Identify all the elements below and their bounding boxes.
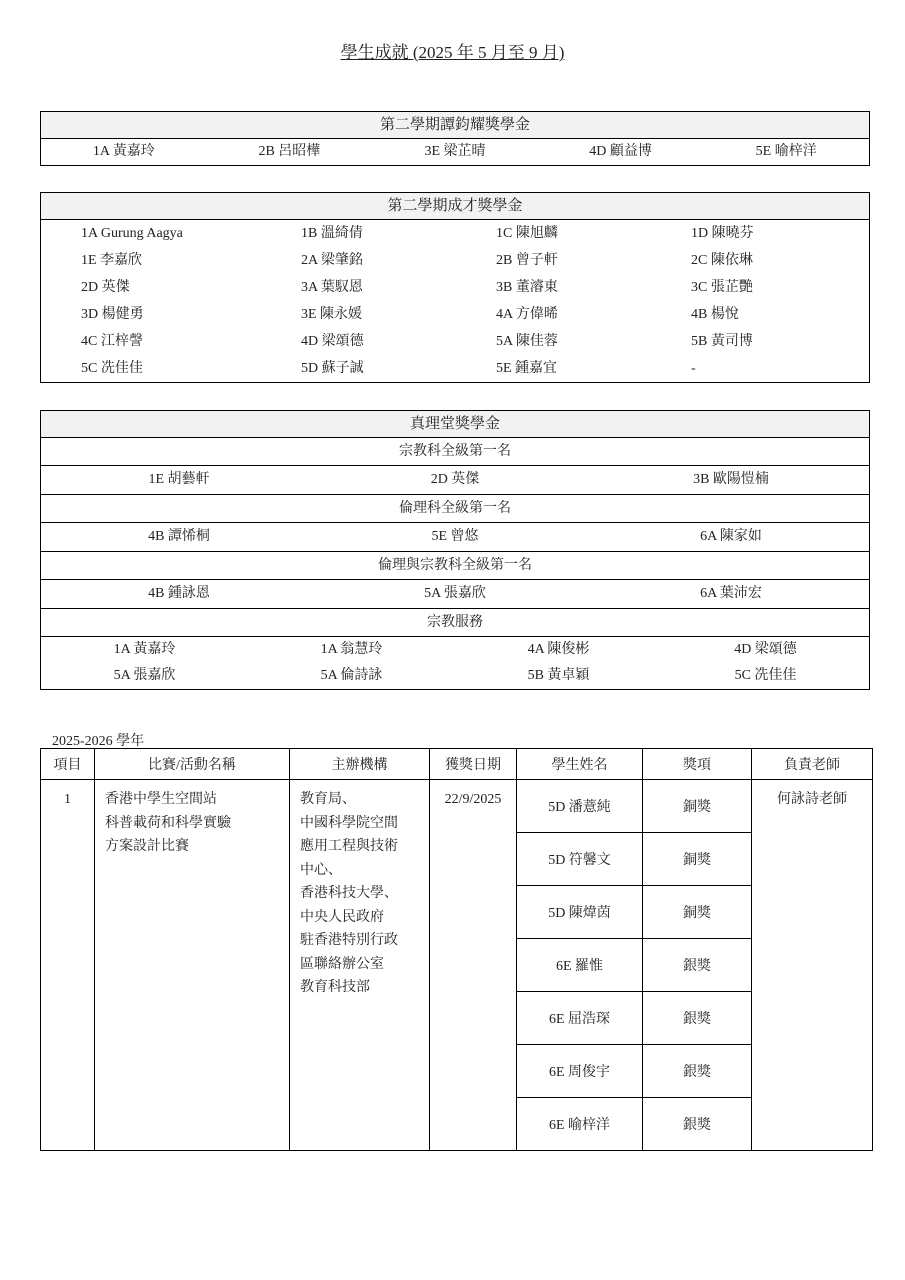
tam-scholarship-title: 第二學期譚鈞耀獎學金: [41, 112, 869, 139]
religion-top-label: 宗教科全級第一名: [41, 438, 869, 466]
student-name: -: [691, 361, 696, 376]
ethics-top-label: 倫理科全級第一名: [41, 495, 869, 523]
student-name: 5D 符馨文: [517, 833, 643, 886]
talent-scholarship-box: [40, 192, 870, 383]
organizer-line: 香港科技大學、: [300, 886, 398, 901]
award-date: 22/9/2025: [444, 792, 502, 807]
teacher-name: 何詠詩老師: [777, 792, 847, 807]
competition-table: [40, 748, 873, 1151]
student-name: 6E 羅惟: [517, 939, 643, 992]
student-name: 1C 陳旭麟: [496, 226, 558, 241]
truth-hall-title: 真理堂獎學金: [41, 411, 869, 438]
talent-scholarship-grid: [41, 220, 869, 382]
competition-name-line: 方案設計比賽: [105, 839, 189, 854]
student-name: 1B 溫綺倩: [301, 226, 363, 241]
student-name: 6E 屈浩琛: [517, 992, 643, 1045]
student-name: 4D 梁頌德: [734, 642, 797, 657]
header-award: 獎項: [643, 749, 752, 780]
student-name: 5D 潘薏純: [517, 780, 643, 833]
award: 銅獎: [643, 886, 752, 939]
teacher-cell: [752, 780, 873, 1151]
student-name: 2A 梁肇銘: [301, 253, 363, 268]
student-name: 2D 英傑: [430, 472, 480, 487]
student-name: 3A 葉馭恩: [301, 280, 363, 295]
ethics-religion-top-row: [41, 580, 869, 609]
student-name: 5B 黃司博: [691, 334, 753, 349]
table-header-row: [41, 749, 873, 780]
organizer-line: 教育局、: [300, 792, 356, 807]
header-competition-name: 比賽/活動名稱: [95, 749, 290, 780]
student-name: 2D 英傑: [81, 280, 130, 295]
student-name: 5D 陳煒茵: [517, 886, 643, 939]
student-name: 1A 黃嘉玲: [113, 642, 176, 657]
item-number-cell: [41, 780, 95, 1151]
organizer-line: 教育科技部: [300, 980, 370, 995]
student-name: 4A 陳俊彬: [527, 642, 590, 657]
student-name: 5C 冼佳佳: [734, 668, 797, 683]
student-name: 5A 張嘉欣: [113, 668, 176, 683]
table-row: [41, 780, 873, 833]
student-name: 1A 翁慧玲: [320, 642, 383, 657]
student-name: 6A 葉沛宏: [700, 586, 762, 601]
student-name: 1E 李嘉欣: [81, 253, 143, 268]
tam-scholarship-students: [41, 139, 869, 165]
organizer-line: 中央人民政府: [300, 909, 384, 925]
organizer-line: 區聯絡辦公室: [300, 956, 384, 972]
competition-name-line: 香港中學生空間站: [105, 792, 217, 807]
award: 銀獎: [643, 992, 752, 1045]
student-name: 3E 梁芷晴: [424, 144, 486, 159]
ethics-religion-top-label: 倫理與宗教科全級第一名: [41, 552, 869, 580]
award: 銀獎: [643, 1098, 752, 1151]
item-number: 1: [64, 792, 71, 807]
student-name: 4A 方偉晞: [496, 307, 558, 322]
header-organizer: 主辦機構: [290, 749, 430, 780]
student-name: 3E 陳永媛: [301, 307, 363, 322]
student-name: 1A 黃嘉玲: [92, 144, 155, 159]
student-name: 6E 喻梓洋: [517, 1098, 643, 1151]
service-row: [41, 637, 869, 663]
competition-name-cell: [95, 780, 290, 1151]
organizer-line: 應用工程與技術: [300, 839, 398, 854]
student-name: 5D 蘇子誠: [301, 361, 364, 376]
organizer-line: 中心、: [300, 862, 342, 878]
student-name: 4D 梁頌德: [301, 334, 364, 349]
student-name: 3C 張芷艷: [691, 280, 753, 295]
student-name: 6A 陳家如: [700, 529, 762, 544]
student-name: 1A Gurung Aagya: [81, 226, 183, 241]
award: 銅獎: [643, 780, 752, 833]
student-name: 1D 陳曉芬: [691, 226, 754, 241]
student-name: 6E 周俊宇: [517, 1045, 643, 1098]
student-name: 4D 顧益博: [589, 144, 652, 159]
organizer-line: 中國科學院空間: [300, 815, 398, 831]
student-name: 5A 倫詩詠: [320, 668, 383, 683]
student-name: 4B 鍾詠恩: [148, 586, 210, 601]
service-row: [41, 663, 869, 689]
award: 銅獎: [643, 833, 752, 886]
student-name: 5B 黃卓穎: [527, 668, 590, 683]
school-year-label: 2025-2026 學年: [52, 734, 145, 749]
student-name: 3D 楊健勇: [81, 307, 144, 322]
award-date-cell: [430, 780, 517, 1151]
truth-hall-box: [40, 410, 870, 690]
student-name: 2B 曾子軒: [496, 253, 558, 268]
student-name: 5C 冼佳佳: [81, 361, 143, 376]
student-name: 2C 陳依琳: [691, 253, 753, 268]
header-date: 獲獎日期: [430, 749, 517, 780]
student-name: 1E 胡藝軒: [148, 472, 210, 487]
religion-top-row: [41, 466, 869, 495]
student-name: 5E 曾悠: [431, 529, 479, 544]
student-name: 3B 董濬東: [496, 280, 558, 295]
student-name: 5E 鍾嘉宜: [496, 361, 558, 376]
page-title: 學生成就 (2025 年 5 月至 9 月): [340, 43, 565, 62]
student-name: 3B 歐陽愷楠: [693, 472, 769, 487]
student-name: 2B 呂昭樺: [258, 144, 321, 159]
header-teacher: 負責老師: [752, 749, 873, 780]
student-name: 4B 楊悅: [691, 307, 739, 322]
tam-scholarship-box: [40, 111, 870, 166]
student-name: 5A 陳佳蓉: [496, 334, 558, 349]
award: 銀獎: [643, 1045, 752, 1098]
ethics-top-row: [41, 523, 869, 552]
organizer-cell: [290, 780, 430, 1151]
talent-scholarship-title: 第二學期成才獎學金: [41, 193, 869, 220]
organizer-line: 駐香港特別行政: [300, 933, 398, 948]
student-name: 5E 喻梓洋: [755, 144, 817, 159]
header-student: 學生姓名: [517, 749, 643, 780]
header-item: 項目: [41, 749, 95, 780]
competition-name-line: 科普載荷和科學實驗: [105, 815, 231, 831]
student-name: 5A 張嘉欣: [424, 586, 486, 601]
student-name: 4C 江梓謦: [81, 334, 143, 349]
service-label: 宗教服務: [41, 609, 869, 637]
student-name: 4B 譚悕桐: [148, 529, 210, 544]
award: 銀獎: [643, 939, 752, 992]
